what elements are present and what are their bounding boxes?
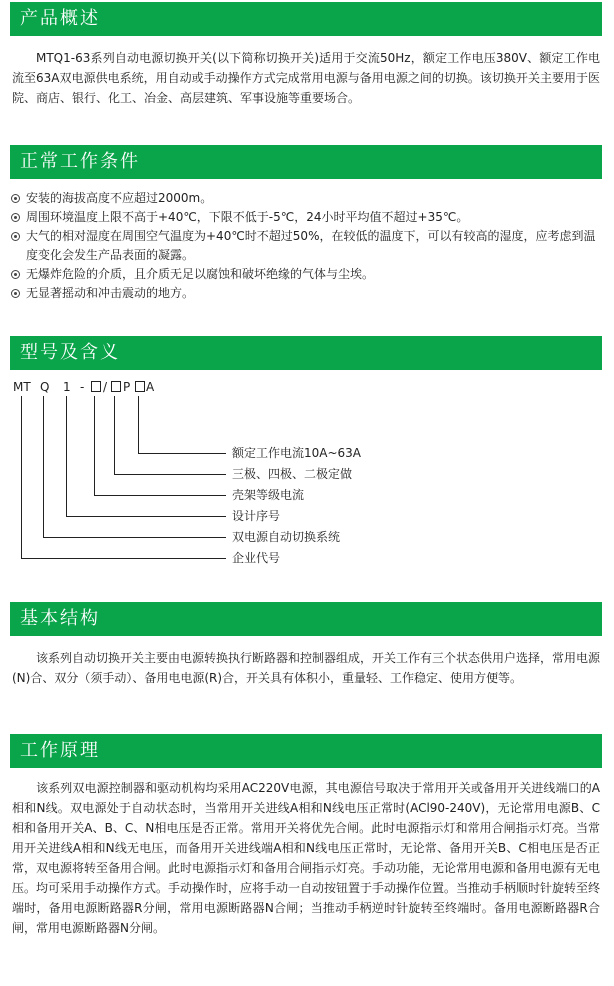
model-label-system: 双电源自动切换系统 (232, 530, 341, 544)
section-header-structure: 基本结构 (10, 602, 602, 636)
section-header-conditions: 正常工作条件 (10, 145, 602, 179)
list-item: 安装的海拔高度不应超过2000m。 (10, 189, 602, 208)
code-dash: - (80, 380, 85, 394)
principle-paragraph (12, 778, 600, 938)
code-box-current (135, 380, 145, 394)
placeholder-box (111, 381, 121, 392)
list-item: 无显著摇动和冲击震动的地方。 (10, 284, 602, 303)
overview-text: MTQ1-63系列自动电源切换开关(以下简称切换开关)适用于交流50Hz，额定工作电压380V、额定工作电流至63A双电源供电系统，用自动或手动操作方式完成常用电源与备用电源之间的切换。该切换开关主要用于医院、商店、银行、化工、冶金、高层建筑、军事设施等重要场合。 (12, 51, 600, 105)
bullet-icon (11, 270, 20, 279)
code-box-frame (91, 380, 101, 394)
bullet-icon (11, 213, 20, 222)
model-code-diagram (0, 380, 614, 580)
principle-text: 该系列双电源控制器和驱动机构均采用AC220V电源，其电源信号取决于常用开关或备用开关进线端口的A相和N线。双电源处于自动状态时，当常用开关进线A相和N线电压正常时(ACl90-240V)，无论常用电源B、C相和备用开关A、B、C、N相电压是否正常。常用开关将优先合闸。此时电源指示灯和常用合闸指示灯亮。当常用开关进线A相和N线无电压，而备用开关进线端A相和N线电压正常时，无论常、备用开关B、C相电压是否正常，双电源将转至备用合闸。此时电源指示灯和备用合闸指示灯亮。手动功能，无论常用电源和备用电源有无电压。均可采用手动操作方式。手动操作时，应将手动一自动按钮置于手动操作位置。当推动手柄顺时针旋转至终端时，备用电源断路器R分闸，常用电源断路器N合闸；当推动手柄逆时针旋转至终端时。备用电源断路器R合闸，常用电源断路器N分闸。 (12, 781, 601, 935)
code-p: P (123, 380, 131, 394)
section-header-model: 型号及含义 (10, 336, 602, 370)
model-label-poles: 三极、四极、二极定做 (232, 467, 353, 481)
structure-paragraph (12, 648, 600, 688)
model-label-design-number: 设计序号 (232, 509, 281, 523)
bullet-icon (11, 194, 20, 203)
model-label-company-code: 企业代号 (232, 551, 281, 565)
model-label-frame-current: 壳架等级电流 (232, 488, 305, 502)
overview-paragraph (12, 48, 600, 108)
placeholder-box (91, 381, 101, 392)
code-1: 1 (63, 380, 71, 394)
section-header-principle: 工作原理 (10, 734, 602, 768)
placeholder-box (135, 381, 145, 392)
model-label-rated-current: 额定工作电流10A~63A (232, 446, 362, 460)
code-slash: / (103, 380, 108, 394)
code-a: A (146, 380, 155, 394)
conditions-list (10, 189, 602, 303)
code-box-pole (111, 380, 121, 394)
bullet-icon (11, 232, 20, 241)
code-mt: MT (13, 380, 31, 394)
list-item: 无爆炸危险的介质，且介质无足以腐蚀和破坏绝缘的气体与尘埃。 (10, 265, 602, 284)
list-item: 周围环境温度上限不高于+40℃，下限不低于-5℃，24小时平均值不超过+35℃。 (10, 208, 602, 227)
structure-text: 该系列自动切换开关主要由电源转换执行断路器和控制器组成，开关工作有三个状态供用户选择，常用电源(N)合、双分（须手动）、备用电电源(R)合，开关具有体积小，重量轻、工作稳定、使用方便等。 (12, 651, 601, 685)
section-header-overview: 产品概述 (10, 2, 602, 36)
bullet-icon (11, 289, 20, 298)
code-q: Q (40, 380, 50, 394)
list-item: 大气的相对湿度在周围空气温度为+40℃时不超过50%，在较低的温度下，可以有较高的湿度，应考虑到温度变化会发生产品表面的凝露。 (10, 227, 602, 265)
